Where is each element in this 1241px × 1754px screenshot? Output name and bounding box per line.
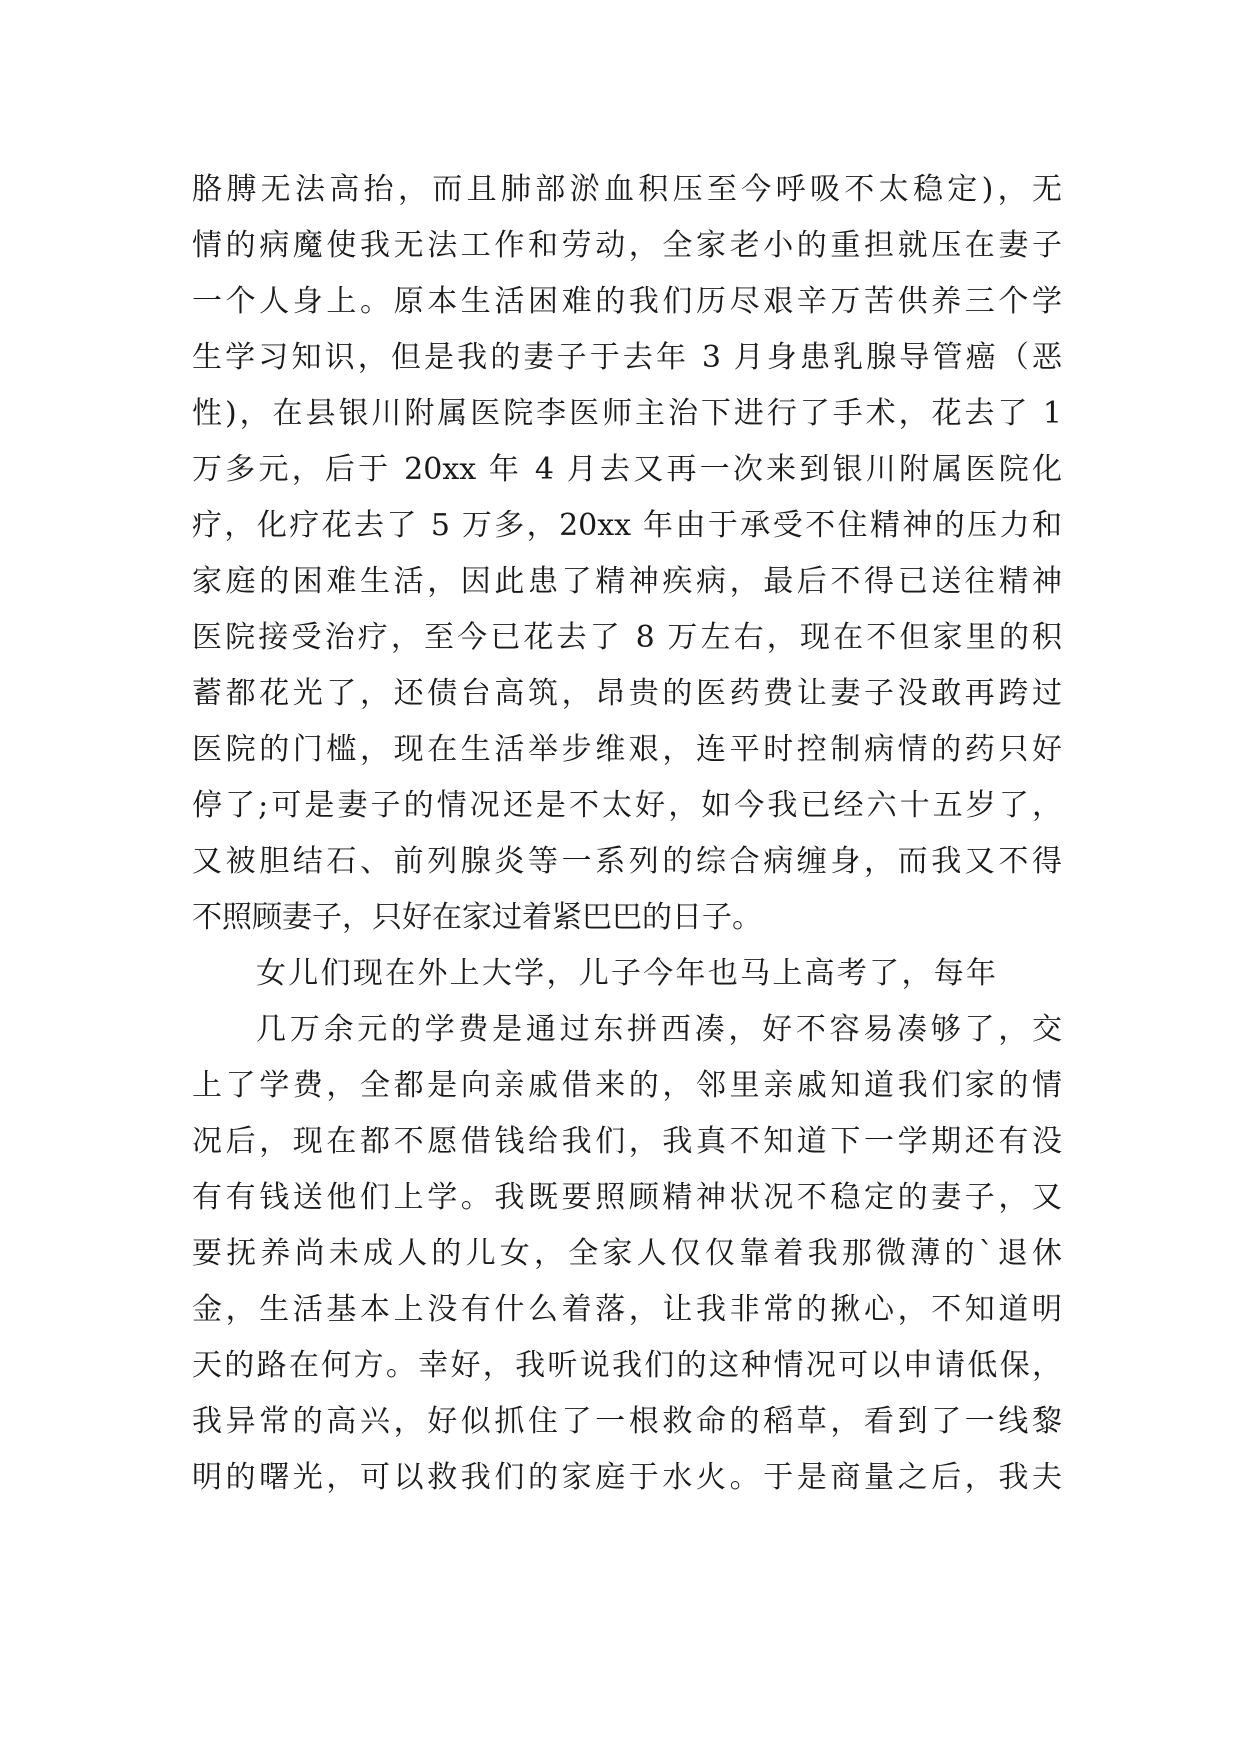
text-line: 况后，现在都不愿借钱给我们，我真不知道下一学期还有没 xyxy=(192,1124,1062,1159)
text-line: 性)，在县银川附属医院李医师主治下进行了手术，花去了 1 xyxy=(192,396,1062,431)
text-line: 疗，化疗花去了 5 万多，20xx 年由于承受不住精神的压力和 xyxy=(192,508,1062,543)
text-line: 医院接受治疗，至今已花去了 8 万左右，现在不但家里的积 xyxy=(192,620,1062,655)
text-line: 有有钱送他们上学。我既要照顾精神状况不稳定的妻子，又 xyxy=(192,1180,1062,1215)
text-line: 家庭的困难生活，因此患了精神疾病，最后不得已送往精神 xyxy=(192,564,1062,599)
document-body xyxy=(192,162,1062,1506)
text-line: 停了;可是妻子的情况还是不太好，如今我已经六十五岁了， xyxy=(192,788,1062,823)
text-line: 天的路在何方。幸好，我听说我们的这种情况可以申请低保， xyxy=(192,1348,1062,1383)
text-line: 万多元，后于 20xx 年 4 月去又再一次来到银川附属医院化 xyxy=(192,452,1062,487)
text-line: 明的曙光，可以救我们的家庭于水火。于是商量之后，我夫 xyxy=(192,1460,1062,1495)
text-line: 胳膊无法高抬，而且肺部淤血积压至今呼吸不太稳定)，无 xyxy=(192,172,1062,207)
text-line: 女儿们现在外上大学，儿子今年也马上高考了，每年 xyxy=(256,956,996,991)
text-line: 情的病魔使我无法工作和劳动，全家老小的重担就压在妻子 xyxy=(192,228,1062,263)
text-line: 几万余元的学费是通过东拼西凑，好不容易凑够了，交 xyxy=(256,1012,1062,1047)
text-line: 金，生活基本上没有什么着落，让我非常的揪心，不知道明 xyxy=(192,1292,1062,1327)
text-line: 我异常的高兴，好似抓住了一根救命的稻草，看到了一线黎 xyxy=(192,1404,1062,1439)
text-line: 医院的门槛，现在生活举步维艰，连平时控制病情的药只好 xyxy=(192,732,1062,767)
text-line: 一个人身上。原本生活困难的我们历尽艰辛万苦供养三个学 xyxy=(192,284,1062,319)
text-line: 不照顾妻子，只好在家过着紧巴巴的日子。 xyxy=(192,900,762,935)
text-line: 上了学费，全都是向亲戚借来的，邻里亲戚知道我们家的情 xyxy=(192,1068,1062,1103)
text-line: 又被胆结石、前列腺炎等一系列的综合病缠身，而我又不得 xyxy=(192,844,1062,879)
text-line: 蓄都花光了，还债台高筑，昂贵的医药费让妻子没敢再跨过 xyxy=(192,676,1062,711)
text-line: 要抚养尚未成人的儿女，全家人仅仅靠着我那微薄的`退休 xyxy=(192,1236,1062,1271)
text-line: 生学习知识，但是我的妻子于去年 3 月身患乳腺导管癌（恶 xyxy=(192,340,1062,375)
